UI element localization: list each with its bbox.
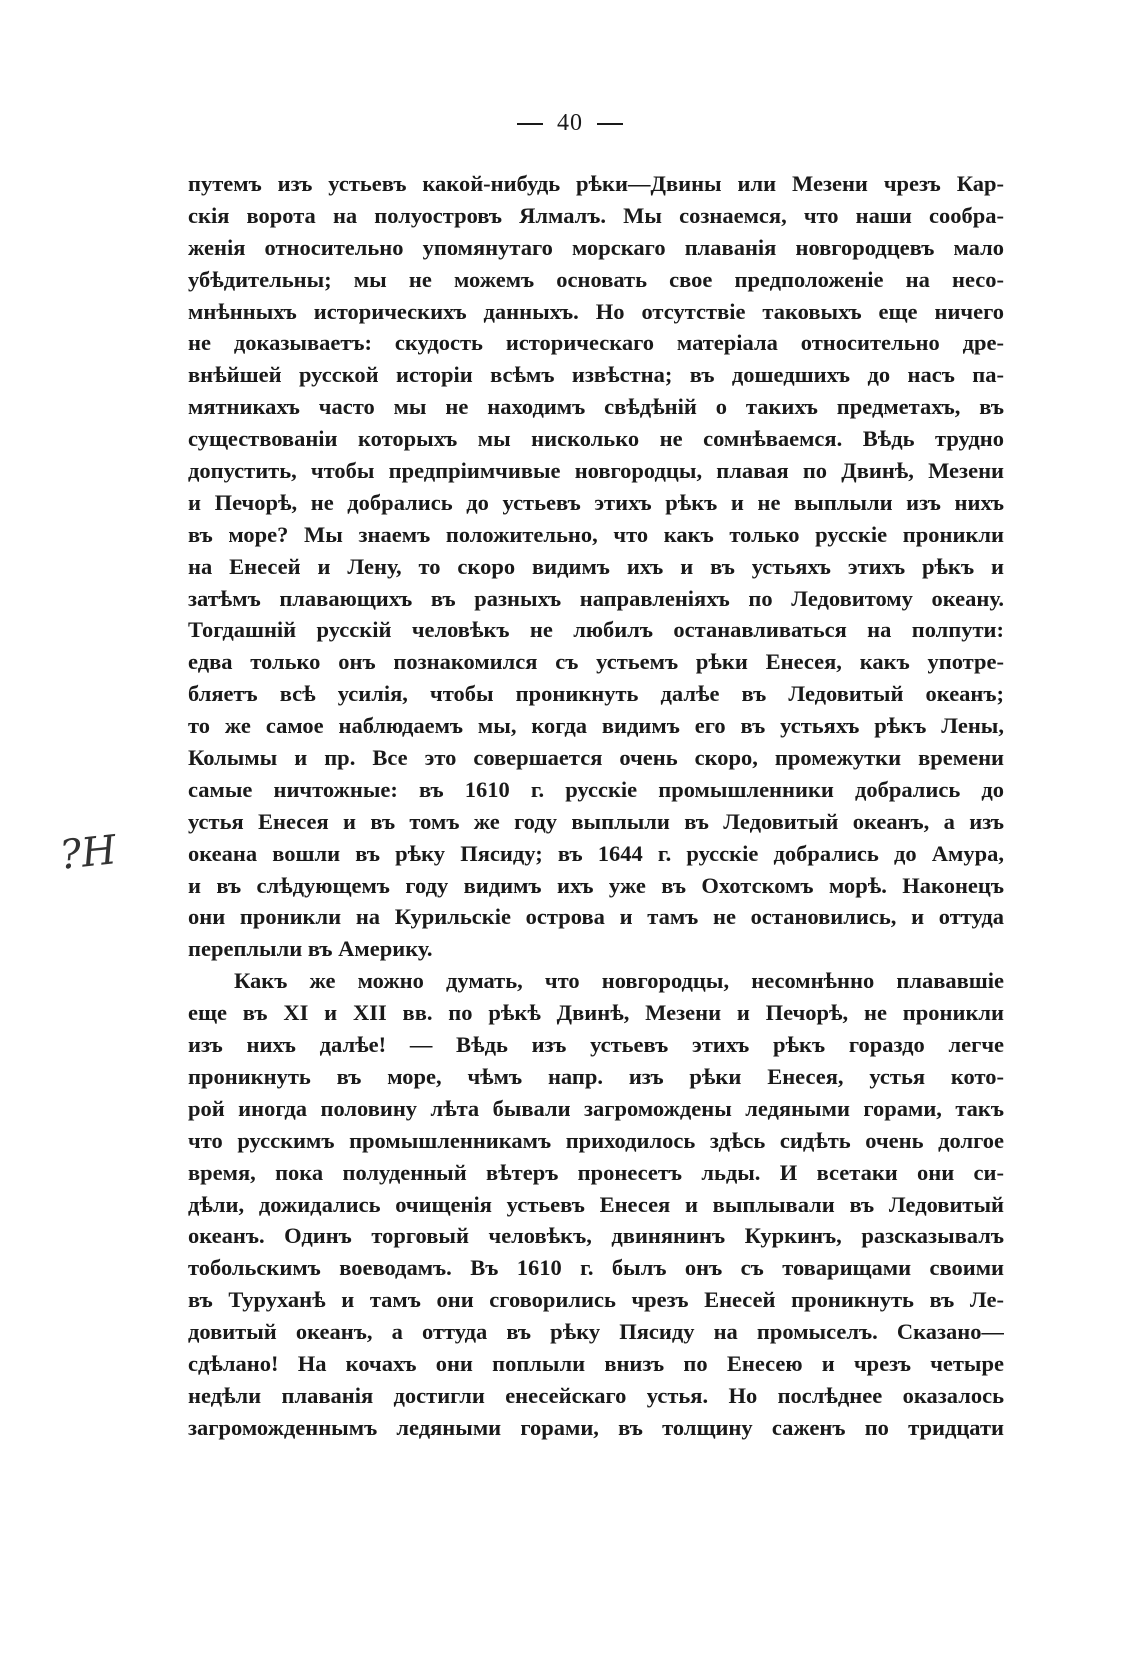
- text-line: путемъ изъ устьевъ какой-нибудь рѣки—Двины или Мезени чрезъ Кар-: [188, 171, 1004, 196]
- text-line: сдѣлано! На кочахъ они поплыли внизъ по Енесею и чрезъ четыре: [188, 1350, 1004, 1376]
- text-line: еще въ XI и XII вв. по рѣкѣ Двинѣ, Мезени и Печорѣ, не проникли: [188, 1000, 1004, 1026]
- text-line: скія ворота на полуостровъ Ялмалъ. Мы сознаемся, что наши сообра-: [188, 202, 1004, 228]
- text-line: проникнуть въ море, чѣмъ напр. изъ рѣки Енесея, устья кото-: [188, 1063, 1004, 1089]
- text-line: въ море? Мы знаемъ положительно, что какъ только русскіе проникли: [188, 521, 1004, 547]
- text-line: изъ нихъ далѣе! — Вѣдь изъ устьевъ этихъ рѣкъ гораздо легче: [188, 1032, 1004, 1058]
- page-number-value: 40: [557, 110, 583, 136]
- text-line: устья Енесея и въ томъ же году выплыли въ Ледовитый океанъ, а изъ: [188, 808, 1004, 834]
- page-number: [0, 110, 1140, 137]
- text-line: океанъ. Одинъ торговый человѣкъ, двинянинъ Куркинъ, разсказывалъ: [188, 1223, 1004, 1249]
- text-line: мнѣнныхъ историческихъ данныхъ. Но отсутствіе таковыхъ еще ничего: [188, 298, 1004, 324]
- body-text: [188, 168, 1004, 1444]
- text-line: женія относительно упомянутаго морскаго плаванія новгородцевъ мало: [188, 234, 1004, 260]
- page-number-dash-left: [517, 123, 543, 125]
- text-line: недѣли плаванія достигли енесейскаго устья. Но послѣднее оказалось: [188, 1382, 1004, 1408]
- text-line: внѣйшей русской исторіи всѣмъ извѣстна; въ дошедшихъ до насъ па-: [188, 362, 1004, 388]
- text-line: допустить, чтобы предпріимчивые новгородцы, плавая по Двинѣ, Мезени: [188, 458, 1004, 484]
- text-line: Тогдашній русскій человѣкъ не любилъ останавливаться на полпути:: [188, 617, 1004, 643]
- text-line: Какъ же можно думать, что новгородцы, несомнѣнно плававшіе: [234, 968, 1004, 994]
- text-line: то же самое наблюдаемъ мы, когда видимъ его въ устьяхъ рѣкъ Лены,: [188, 713, 1004, 739]
- text-line: мятникахъ часто мы не находимъ свѣдѣній о такихъ предметахъ, въ: [188, 394, 1004, 420]
- text-line: переплыли въ Америку.: [188, 936, 433, 962]
- text-line: на Енесей и Лену, то скоро видимъ ихъ и въ устьяхъ этихъ рѣкъ и: [188, 553, 1004, 579]
- text-line: самые ничтожные: въ 1610 г. русскіе промышленники добрались до: [188, 776, 1004, 802]
- text-line: океана вошли въ рѣку Пясиду; въ 1644 г. русскіе добрались до Амура,: [188, 840, 1004, 866]
- text-line: они проникли на Курильскіе острова и тамъ не остановились, и оттуда: [188, 904, 1004, 930]
- text-line: едва только онъ познакомился съ устьемъ рѣки Енесея, какъ употре-: [188, 649, 1004, 675]
- text-line: не доказываетъ: скудость историческаго матеріала относительно дре-: [188, 330, 1004, 356]
- text-line: Колымы и пр. Все это совершается очень скоро, промежутки времени: [188, 745, 1004, 771]
- text-line: довитый океанъ, а оттуда въ рѣку Пясиду на промыселъ. Сказано—: [188, 1319, 1004, 1345]
- text-line: загроможденнымъ ледяными горами, въ толщину саженъ по тридцати: [188, 1414, 1004, 1440]
- text-line: время, пока полуденный вѣтеръ пронесетъ льды. И всетаки они си-: [188, 1159, 1004, 1185]
- text-line: что русскимъ промышленникамъ приходилось здѣсь сидѣть очень долгое: [188, 1127, 1004, 1153]
- text-line: бляетъ всѣ усилія, чтобы проникнуть далѣе въ Ледовитый океанъ;: [188, 681, 1004, 707]
- page-number-dash-right: [597, 123, 623, 125]
- handwritten-margin-note: ?H: [57, 827, 119, 879]
- text-line: дѣли, дожидались очищенія устьевъ Енесея и выплывали въ Ледовитый: [188, 1191, 1004, 1217]
- text-line: существованіи которыхъ мы нисколько не сомнѣваемся. Вѣдь трудно: [188, 426, 1004, 452]
- text-line: въ Туруханѣ и тамъ они сговорились чрезъ Енесей проникнуть въ Ле-: [188, 1287, 1004, 1313]
- text-line: убѣдительны; мы не можемъ основать свое предположеніе на несо-: [188, 266, 1004, 292]
- text-line: и въ слѣдующемъ году видимъ ихъ уже въ Охотскомъ морѣ. Наконецъ: [188, 872, 1004, 898]
- text-line: тобольскимъ воеводамъ. Въ 1610 г. былъ онъ съ товарищами своими: [188, 1255, 1004, 1281]
- text-line: затѣмъ плавающихъ въ разныхъ направленіяхъ по Ледовитому океану.: [188, 585, 1004, 611]
- text-line: и Печорѣ, не добрались до устьевъ этихъ рѣкъ и не выплыли изъ нихъ: [188, 489, 1004, 515]
- text-line: рой иногда половину лѣта бывали загромождены ледяными горами, такъ: [188, 1095, 1004, 1121]
